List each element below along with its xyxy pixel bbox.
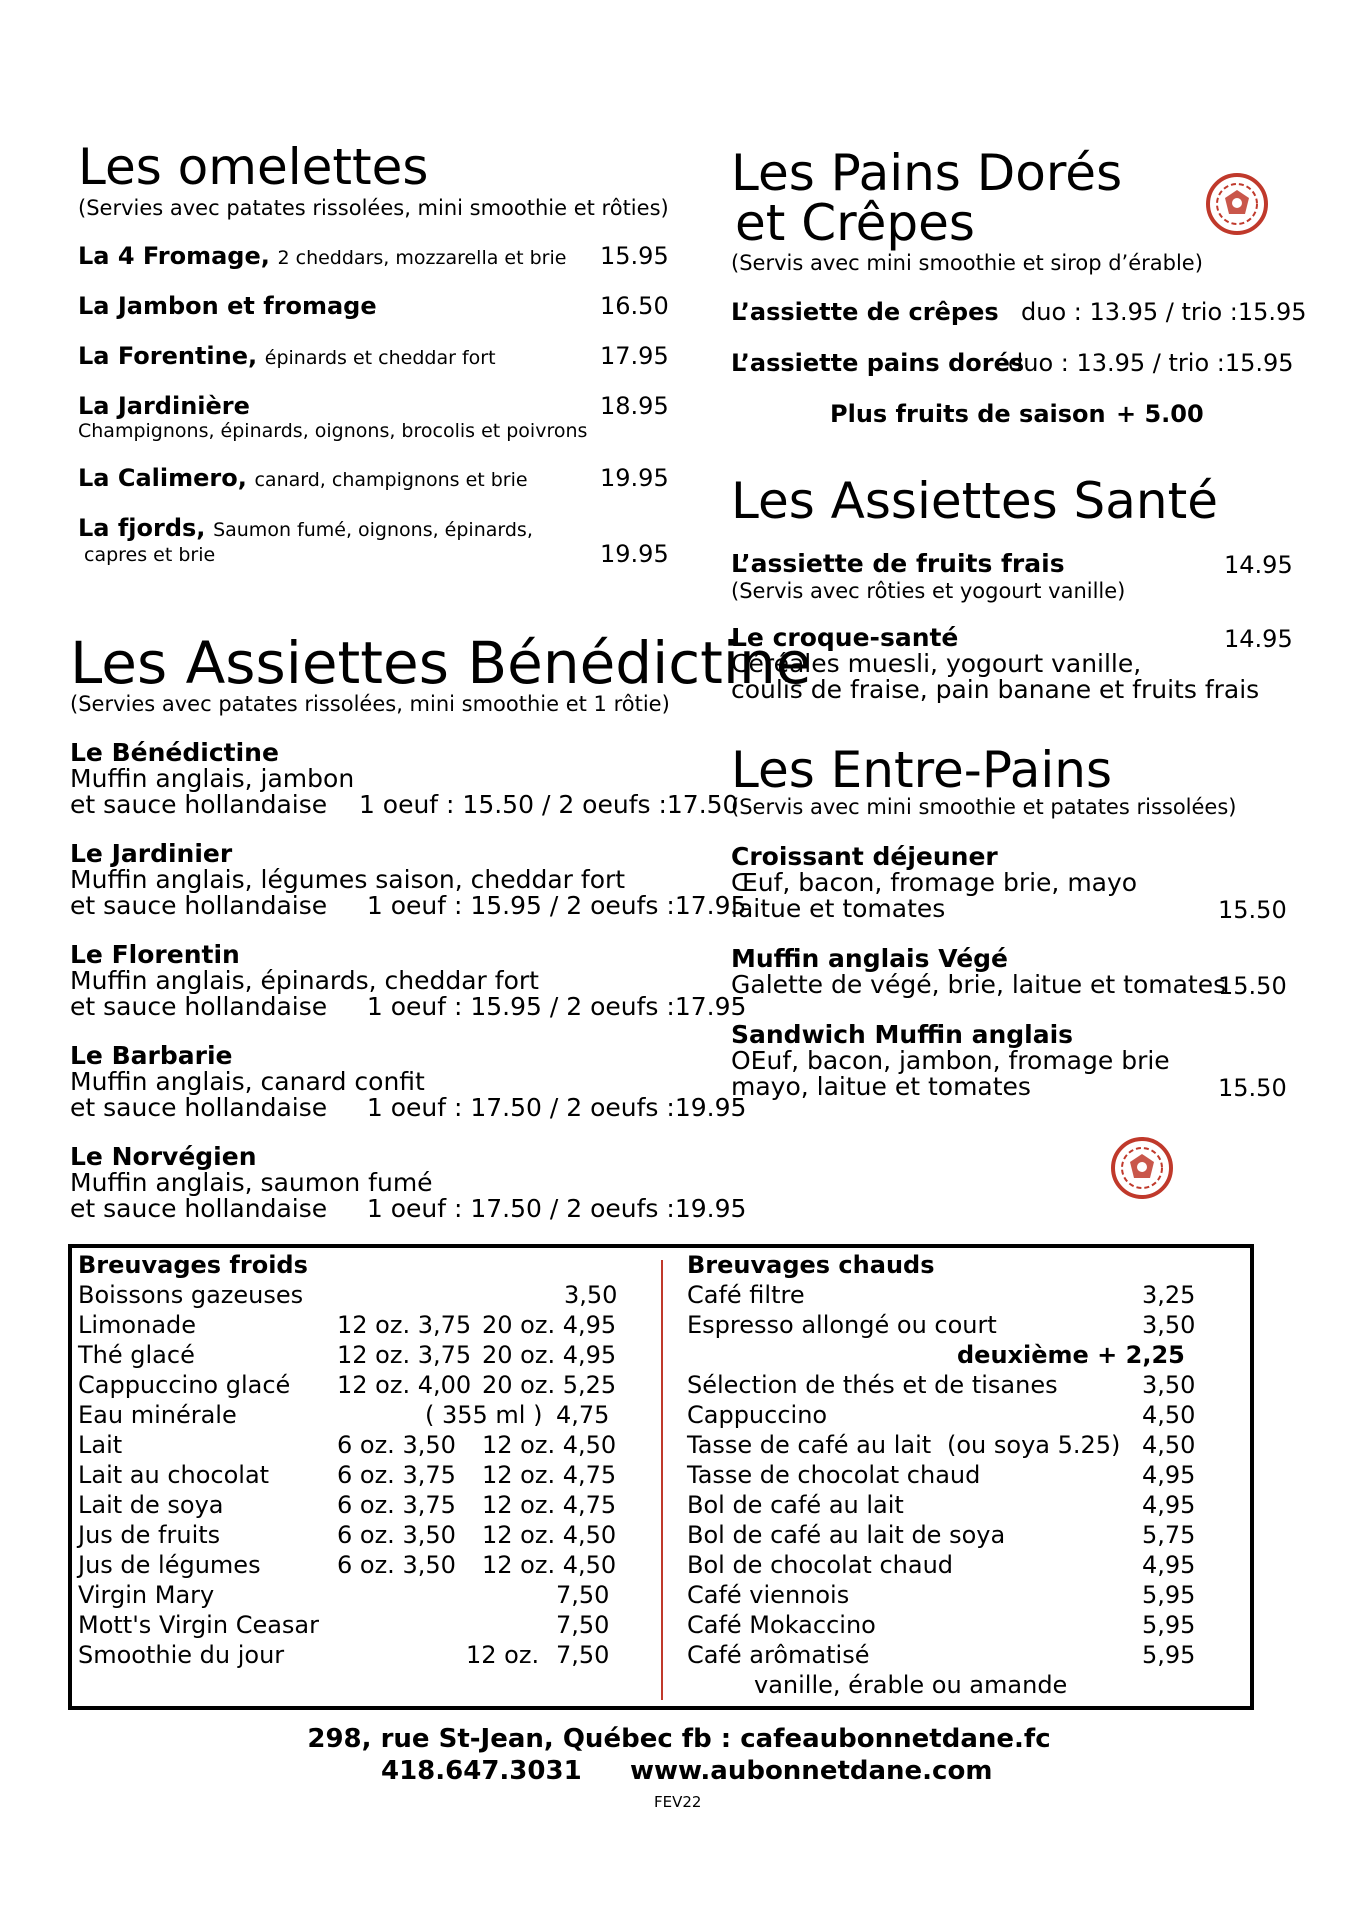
beverage-price: 4,50: [1142, 1401, 1196, 1429]
seal-icon: [1108, 1134, 1176, 1202]
price: 19.95: [600, 540, 669, 568]
beverage-size-price: 7,50: [556, 1611, 610, 1639]
benedictine-subtitle: (Servies avec patates rissolées, mini smoothie et 1 rôtie): [70, 692, 670, 716]
menu-item: Le croque-santé Céréales muesli, yogourt vanille, coulis de fraise, pain banane et fruits frais: [731, 623, 1260, 704]
footer-address: 298, rue St-Jean, Québec fb : cafeaubonnetdane.fc: [307, 1724, 1051, 1754]
beverage-name: Bol de café au lait: [687, 1491, 904, 1519]
price: 15.50: [1218, 972, 1287, 1000]
seal-icon: [1203, 170, 1271, 238]
beverage-price: 4,95: [1142, 1551, 1196, 1579]
menu-item: La fjords, Saumon fumé, oignons, épinards,: [78, 514, 533, 542]
benedictine-title: Les Assiettes Bénédictine: [70, 629, 812, 697]
beverage-name: Lait au chocolat: [78, 1461, 270, 1489]
menu-item: Le Florentin Muffin anglais, épinards, cheddar fort et sauce hollandaise 1 oeuf : 15.95 / 2 oeufs :17.95: [70, 940, 747, 1021]
beverage-size-price: 6 oz. 3,50: [337, 1521, 456, 1549]
price: 15.50: [1218, 1074, 1287, 1102]
menu-item: Muffin anglais Végé Galette de végé, brie, laitue et tomates: [731, 944, 1227, 999]
menu-item: Le Norvégien Muffin anglais, saumon fumé et sauce hollandaise 1 oeuf : 17.50 / 2 oeufs :19.95: [70, 1142, 747, 1223]
price: 19.95: [600, 464, 669, 492]
omelettes-subtitle: (Servies avec patates rissolées, mini smoothie et rôties): [78, 196, 669, 220]
beverage-size-price: 12 oz. 3,75: [337, 1341, 472, 1369]
item-description: Champignons, épinards, oignons, brocolis et poivrons: [78, 420, 588, 442]
menu-item: Croissant déjeuner Œuf, bacon, fromage brie, mayo laitue et tomates: [731, 842, 1138, 923]
beverage-size-price: 20 oz. 4,95: [482, 1341, 617, 1369]
beverage-size-price: 12 oz. 3,75: [337, 1311, 472, 1339]
menu-item: La Calimero, canard, champignons et brie: [78, 464, 528, 492]
beverage-name: Lait: [78, 1431, 123, 1459]
beverage-name: Bol de chocolat chaud: [687, 1551, 954, 1579]
beverage-note: (ou soya 5.25): [947, 1431, 1121, 1459]
footer-phone: 418.647.3031: [381, 1756, 582, 1786]
beverage-name: Café viennois: [687, 1581, 850, 1609]
beverage-name: Eau minérale: [78, 1401, 237, 1429]
beverage-note: vanille, érable ou amande: [754, 1671, 1068, 1699]
beverage-name: Mott's Virgin Ceasar: [78, 1611, 319, 1639]
beverage-size-price: 4,75: [556, 1401, 610, 1429]
item-description: capres et brie: [84, 544, 216, 566]
menu-item: L’assiette de fruits frais (Servis avec rôties et yogourt vanille): [731, 549, 1126, 603]
beverage-name: Cappuccino glacé: [78, 1371, 291, 1399]
beverage-size-price: 6 oz. 3,50: [337, 1551, 456, 1579]
beverage-price: 4,95: [1142, 1491, 1196, 1519]
beverage-name: Café filtre: [687, 1281, 805, 1309]
beverage-size-price: 6 oz. 3,75: [337, 1461, 456, 1489]
menu-item: Le Bénédictine Muffin anglais, jambon et sauce hollandaise 1 oeuf : 15.50 / 2 oeufs :17.50: [70, 738, 739, 819]
beverage-price: 5,95: [1142, 1641, 1196, 1669]
entre-pains-title: Les Entre-Pains: [731, 741, 1113, 799]
entre-pains-subtitle: (Servis avec mini smoothie et patates rissolées): [731, 795, 1237, 819]
price: 17.95: [600, 342, 669, 370]
beverage-name: Sélection de thés et de tisanes: [687, 1371, 1058, 1399]
beverage-size-price: 6 oz. 3,50: [337, 1431, 456, 1459]
beverage-name: Lait de soya: [78, 1491, 224, 1519]
beverage-size-price: 7,50: [556, 1581, 610, 1609]
beverage-name: Thé glacé: [78, 1341, 195, 1369]
beverage-size-price: ( 355 ml ): [425, 1401, 543, 1429]
price: 14.95: [1224, 551, 1293, 579]
omelettes-title: Les omelettes: [78, 138, 429, 196]
price: duo : 13.95 / trio :15.95: [1021, 298, 1307, 326]
beverage-name: Tasse de café au lait: [687, 1431, 932, 1459]
beverages-divider: [661, 1260, 663, 1700]
menu-item: L’assiette pains dorés: [731, 349, 1025, 377]
menu-item: Le Barbarie Muffin anglais, canard confit et sauce hollandaise 1 oeuf : 17.50 / 2 oeufs :19.95: [70, 1041, 747, 1122]
menu-item: Le Jardinier Muffin anglais, légumes saison, cheddar fort et sauce hollandaise 1 oeuf : 15.95 / 2 oeufs :17.95: [70, 839, 747, 920]
beverage-size-price: 7,50: [556, 1641, 610, 1669]
beverage-name: Virgin Mary: [78, 1581, 215, 1609]
beverage-price: 4,95: [1142, 1461, 1196, 1489]
price: 15.50: [1218, 896, 1287, 924]
footer-code: FEV22: [654, 1793, 702, 1811]
beverage-price: 5,95: [1142, 1581, 1196, 1609]
pains-dores-title-2: et Crêpes: [735, 194, 975, 252]
beverage-size-price: 12 oz. 4,00: [337, 1371, 472, 1399]
beverage-size-price: 12 oz. 4,75: [482, 1491, 617, 1519]
beverage-name: Tasse de chocolat chaud: [687, 1461, 981, 1489]
beverage-size-price: 20 oz. 5,25: [482, 1371, 617, 1399]
beverage-size-price: 12 oz. 4,75: [482, 1461, 617, 1489]
menu-item: La 4 Fromage, 2 cheddars, mozzarella et brie: [78, 242, 567, 270]
beverage-name: Café arômatisé: [687, 1641, 870, 1669]
price: 14.95: [1224, 625, 1293, 653]
beverage-size-price: 12 oz. 4,50: [482, 1521, 617, 1549]
hot-beverages-title: Breuvages chauds: [687, 1251, 935, 1279]
beverage-name: Bol de café au lait de soya: [687, 1521, 1006, 1549]
price: 16.50: [600, 292, 669, 320]
beverage-name: Jus de légumes: [78, 1551, 261, 1579]
beverage-name: Jus de fruits: [78, 1521, 221, 1549]
beverage-price: 3,25: [1142, 1281, 1196, 1309]
beverage-size-price: 3,50: [564, 1281, 618, 1309]
beverage-name: Smoothie du jour: [78, 1641, 285, 1669]
menu-item: La Jardinière: [78, 392, 250, 420]
beverage-price: 5,75: [1142, 1521, 1196, 1549]
pains-dores-subtitle: (Servis avec mini smoothie et sirop d’érable): [731, 251, 1203, 275]
beverage-price: 3,50: [1142, 1311, 1196, 1339]
beverage-size-price: 12 oz. 4,50: [482, 1551, 617, 1579]
beverage-size-price: 6 oz. 3,75: [337, 1491, 456, 1519]
beverage-size-price: 20 oz. 4,95: [482, 1311, 617, 1339]
price: 18.95: [600, 392, 669, 420]
beverage-price: 3,50: [1142, 1371, 1196, 1399]
menu-item: Sandwich Muffin anglais OEuf, bacon, jambon, fromage brie mayo, laitue et tomates: [731, 1020, 1170, 1101]
beverage-extra: deuxième + 2,25: [957, 1341, 1185, 1369]
beverage-price: 4,50: [1142, 1431, 1196, 1459]
pains-dores-title: Les Pains Dorés: [731, 144, 1123, 202]
price: 15.95: [600, 242, 669, 270]
beverage-name: Espresso allongé ou court: [687, 1311, 997, 1339]
beverage-name: Café Mokaccino: [687, 1611, 876, 1639]
price: duo : 13.95 / trio :15.95: [1008, 349, 1294, 377]
beverage-name: Boissons gazeuses: [78, 1281, 304, 1309]
beverage-size-price: 12 oz.: [466, 1641, 540, 1669]
menu-item: L’assiette de crêpes: [731, 298, 999, 326]
beverage-size-price: 12 oz. 4,50: [482, 1431, 617, 1459]
beverage-price: 5,95: [1142, 1611, 1196, 1639]
extra-label: Plus fruits de saison: [830, 400, 1106, 428]
sante-title: Les Assiettes Santé: [731, 472, 1218, 530]
beverage-name: Limonade: [78, 1311, 197, 1339]
extra-price: + 5.00: [1116, 400, 1204, 428]
menu-item: La Jambon et fromage: [78, 292, 377, 320]
cold-beverages-title: Breuvages froids: [78, 1251, 308, 1279]
footer-website: www.aubonnetdane.com: [630, 1756, 993, 1786]
menu-item: La Forentine, épinards et cheddar fort: [78, 342, 496, 370]
beverage-name: Cappuccino: [687, 1401, 828, 1429]
